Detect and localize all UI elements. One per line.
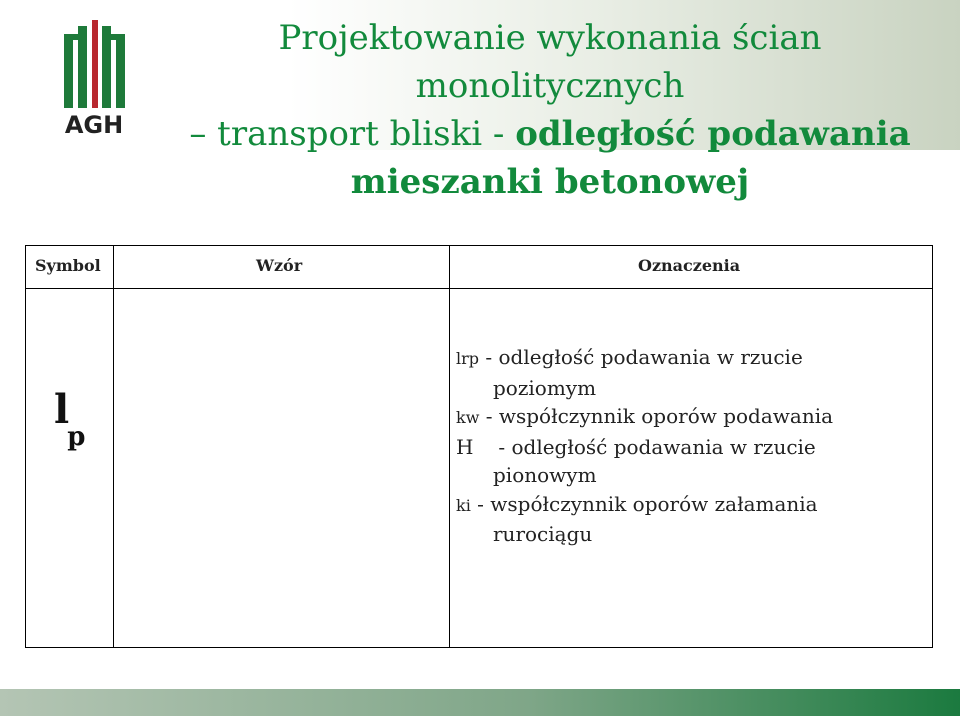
note-text: - odległość podawania w rzucie — [479, 345, 803, 369]
logo-text: AGH — [64, 111, 124, 139]
note-symbol: lrp — [456, 349, 480, 368]
header-formula: Wzór — [256, 256, 303, 275]
symbol-cell — [54, 386, 87, 452]
title-line-1: Projektowanie wykonania ścian monolitycznych — [278, 18, 822, 106]
symbol-main: l — [54, 386, 70, 433]
note-continuation: poziomym — [493, 375, 597, 400]
note-row — [456, 343, 926, 374]
note-symbol: H — [456, 434, 474, 459]
note-row — [456, 490, 926, 521]
note-row — [456, 402, 926, 433]
note-symbol: kw — [456, 408, 480, 427]
title-line-2 — [150, 110, 950, 158]
note-text: - odległość podawania w rzucie — [492, 434, 816, 459]
header-notes: Oznaczenia — [638, 256, 741, 275]
agh-logo — [58, 20, 130, 140]
symbol-sub: p — [67, 422, 86, 452]
header-symbol: Symbol — [35, 256, 101, 275]
notes-cell — [456, 343, 926, 549]
title-line-2-plain: – transport bliski - — [189, 114, 516, 154]
page-title — [150, 14, 950, 206]
note-row — [456, 433, 926, 462]
title-line-3: mieszanki betonowej — [350, 162, 750, 202]
note-continuation: pionowym — [493, 463, 597, 487]
footer-bar — [0, 689, 960, 716]
note-symbol: ki — [456, 495, 471, 515]
header-divider — [26, 288, 932, 289]
title-line-2-bold: odległość podawania — [515, 114, 911, 154]
note-text: - współczynnik oporów załamania — [470, 491, 818, 516]
note-text: - współczynnik oporów podawania — [479, 404, 834, 428]
col-divider-2 — [449, 246, 450, 647]
definition-table — [25, 245, 933, 648]
col-divider-1 — [113, 246, 114, 647]
note-continuation: rurociągu — [493, 522, 593, 546]
